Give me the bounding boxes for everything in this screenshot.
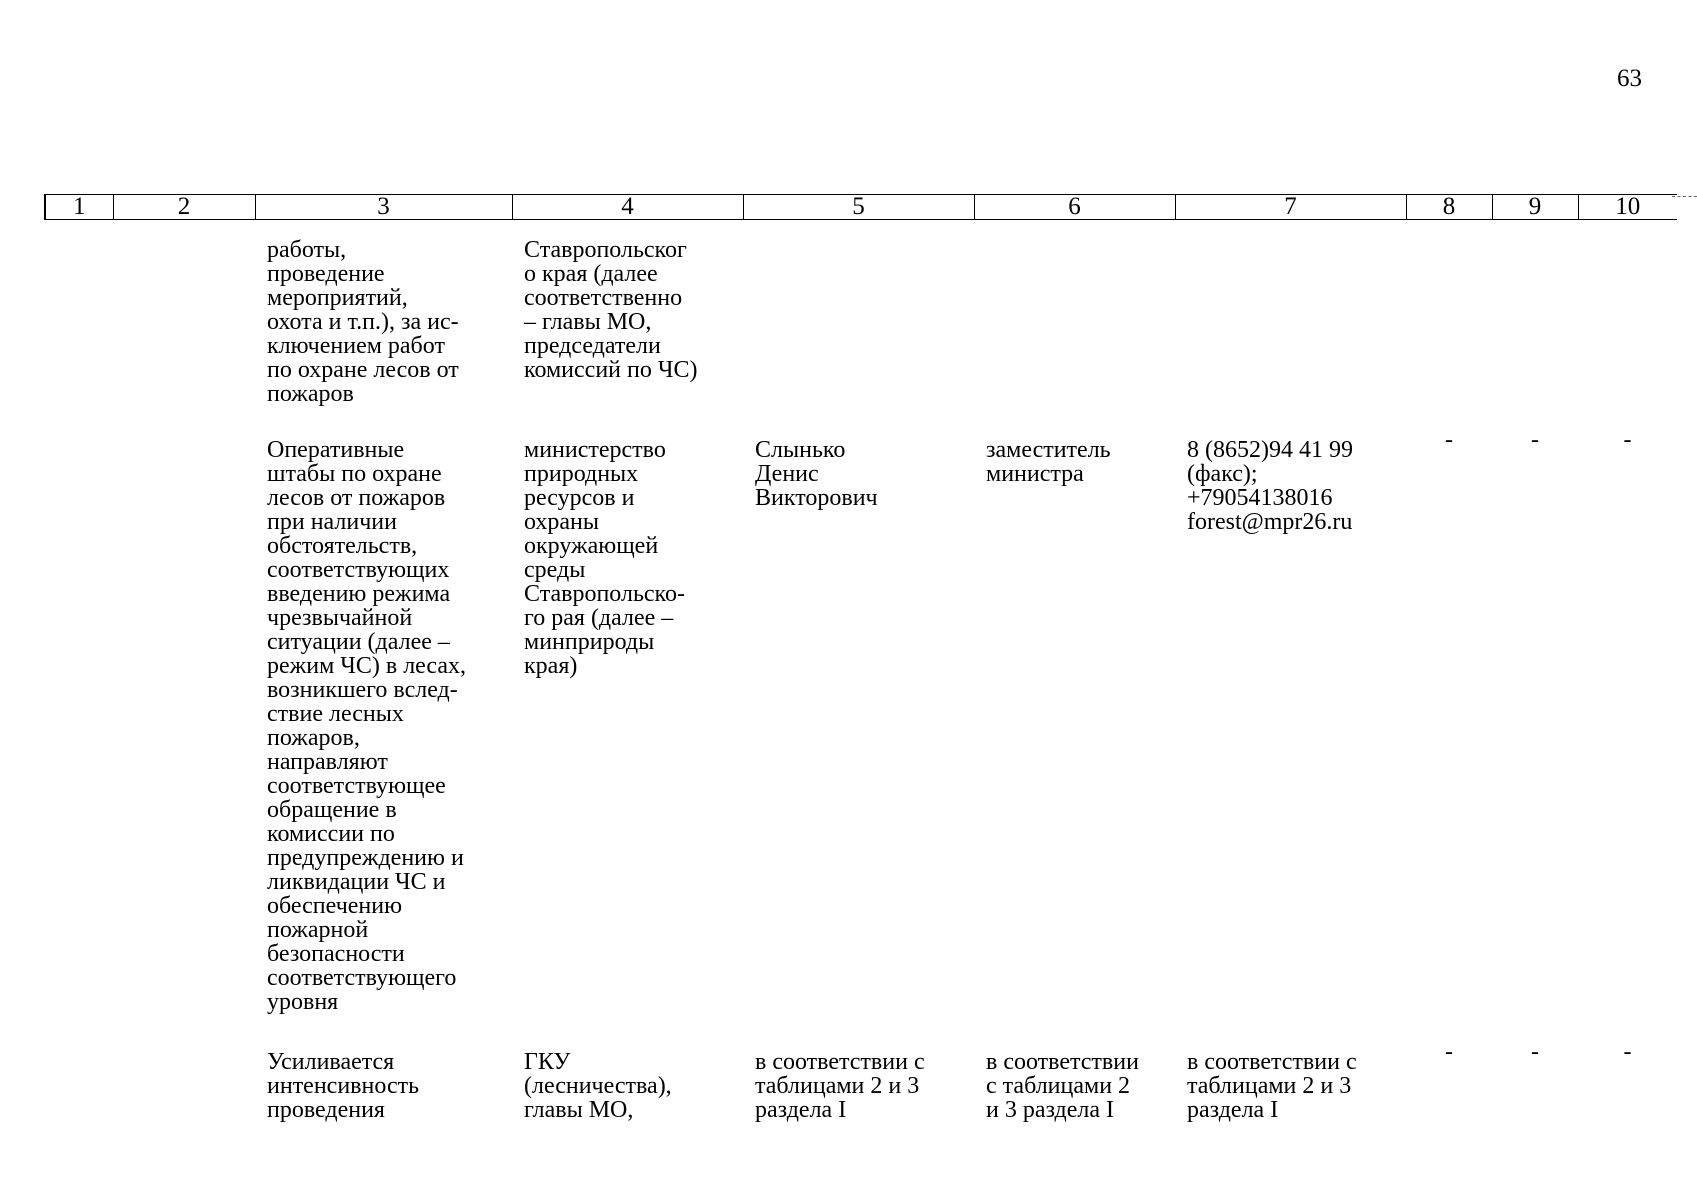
table-cell [45,1040,113,1122]
table-cell: Усиливается интенсивность проведения [267,1049,420,1122]
table-cell: - [1445,428,1453,453]
table-cell: министерство природных ресурсов и охраны окружающей среды Ставропольско- го рая (далее – минприроды края) [524,437,685,679]
table-cell: Оперативные штабы по охране лесов от пожаров при наличии обстоятельств, соответствующих введению режима чрезвычайной ситуации (далее – режим ЧС) в лесах, возникшего вслед- ствие лесных пожаров, направляют соответствующее обращение в комиссии по предупреждению и ликвидации ЧС и обеспечению пожарной безопасности соответствующего уровня [267,437,467,1015]
column-number-7: 7 [1175,195,1406,220]
column-number-4: 4 [512,195,743,220]
table-cell: ГКУ (лесничества), главы МО, [524,1049,672,1122]
column-number-9: 9 [1492,195,1578,220]
column-number-row [45,195,1677,220]
data-table [44,194,1677,1122]
column-number-3: 3 [255,195,512,220]
table-cell: - [1623,428,1632,453]
column-number-2: 2 [113,195,255,220]
table-cell: в соответствии с таблицами 2 и 3 раздела I [986,1049,1139,1122]
table-cell: в соответствии с таблицами 2 и 3 раздела I [1187,1049,1357,1122]
table-cell: Ставропольског о края (далее соответственно – главы МО, председатели комиссий по ЧС) [524,237,698,383]
table-cell: - [1531,428,1539,453]
table-cell [45,220,113,429]
table-cell: - [1531,1040,1539,1065]
table-cell: - [1623,1040,1632,1065]
table-row [45,428,1677,1040]
table-cell [113,428,255,1040]
table-cell: работы, проведение мероприятий, охота и т.п.), за ис- ключением работ по охране лесов от пожаров [267,237,459,407]
table-cell [113,220,255,429]
table-cell [1406,220,1492,429]
column-number-6: 6 [974,195,1175,220]
header-trailing-rule [1672,196,1697,197]
column-number-5: 5 [743,195,974,220]
table-cell: Слынько Денис Викторович [755,437,878,511]
table-cell [1492,220,1578,429]
table-cell [1175,220,1406,429]
table-cell [743,220,974,429]
table-cell [974,220,1175,429]
table-cell [113,1040,255,1122]
table-cell [1578,220,1677,429]
table-row [45,1040,1677,1122]
table-cell [45,428,113,1040]
column-number-10: 10 [1578,195,1677,220]
table-cell: 8 (8652)94 41 99 (факс); +79054138016 forest@mpr26.ru [1187,437,1353,535]
column-number-8: 8 [1406,195,1492,220]
page-number: 63 [1617,65,1642,92]
table-row [45,220,1677,429]
column-number-1: 1 [45,195,113,220]
table-cell: - [1445,1040,1453,1065]
table-cell: в соответствии с таблицами 2 и 3 раздела I [755,1049,925,1122]
table-cell: заместитель министра [986,437,1111,487]
